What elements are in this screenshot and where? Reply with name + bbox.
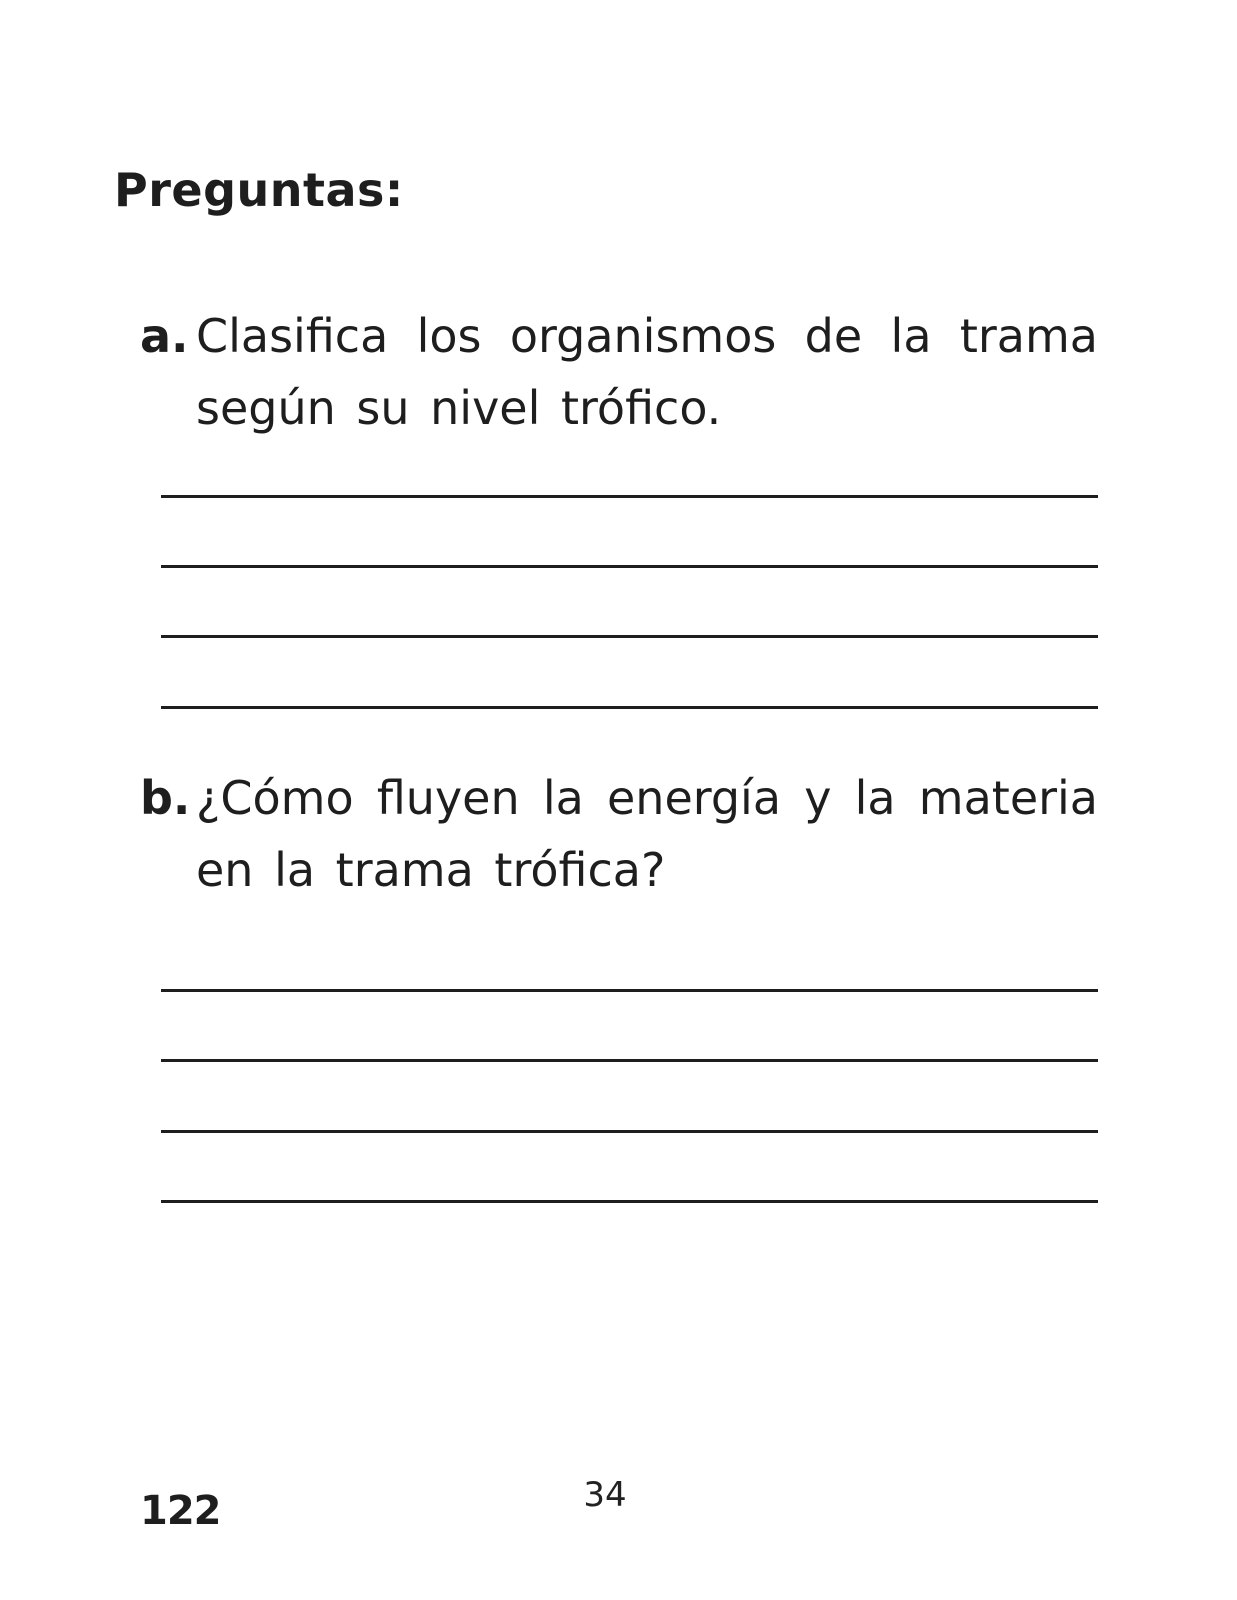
answer-line[interactable] — [161, 706, 1098, 709]
answer-line[interactable] — [161, 1200, 1098, 1203]
answer-line[interactable] — [161, 565, 1098, 568]
answer-line[interactable] — [161, 495, 1098, 498]
answer-line[interactable] — [161, 1130, 1098, 1133]
answer-line[interactable] — [161, 1059, 1098, 1062]
section-heading: Preguntas: — [114, 163, 404, 217]
answer-line[interactable] — [161, 635, 1098, 638]
question-text: Clasifica los organismos de la trama según su nivel trófico. — [196, 309, 1098, 435]
question-marker: a. — [140, 309, 189, 363]
book-page-number: 122 — [140, 1488, 221, 1534]
answer-line[interactable] — [161, 989, 1098, 992]
question-marker: b. — [140, 771, 191, 825]
page-number: 34 — [583, 1475, 627, 1515]
question-text: ¿Cómo fluyen la energía y la materia en la trama trófica? — [196, 771, 1098, 897]
